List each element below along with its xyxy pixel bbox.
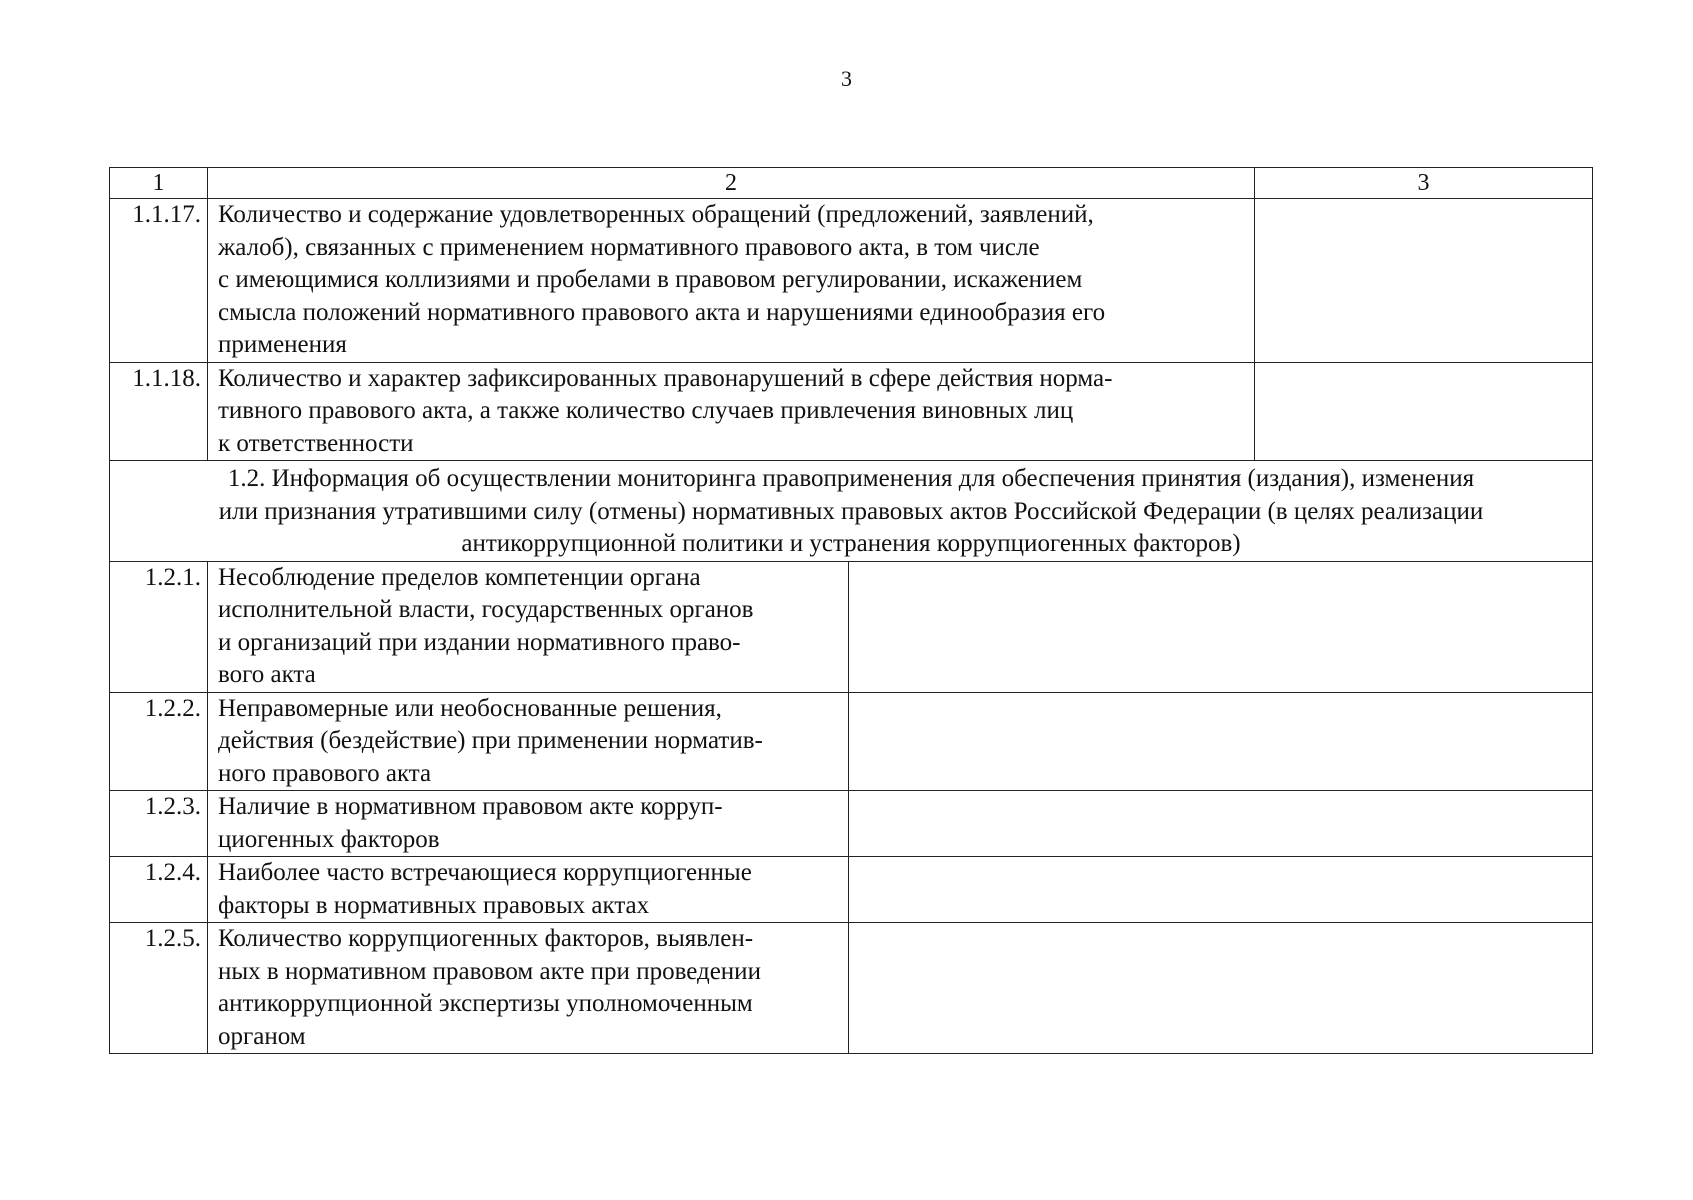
column-number-3: 3 [1255, 168, 1593, 199]
table-row [110, 561, 1593, 692]
table-row [110, 692, 1593, 791]
row-text-line: исполнительной власти, государственных органов [218, 596, 754, 623]
row-description [208, 692, 849, 791]
row-value-cell [849, 857, 1593, 923]
column-number-2: 2 [208, 168, 1255, 199]
row-description [208, 199, 1255, 363]
row-description [208, 923, 849, 1054]
table-row [110, 857, 1593, 923]
section-heading-line: антикоррупционной политики и устранения коррупциогенных факторов) [461, 530, 1241, 557]
row-text-line: вого акта [218, 661, 316, 688]
row-text-line: органом [218, 1022, 306, 1050]
row-text-line: к ответственности [218, 429, 414, 457]
row-text-line: Количество и содержание удовлетворенных обращений (предложений, заявлений, [218, 201, 1094, 228]
row-value-cell [849, 561, 1593, 692]
row-number: 1.2.5. [110, 923, 208, 1054]
section-heading [110, 461, 1593, 562]
row-text-line: применения [218, 331, 347, 358]
row-number: 1.2.4. [110, 857, 208, 923]
section-heading-line: 1.2. Информация об осуществлении мониторинга правоприменения для обеспечения принятия (издания), изменения [227, 465, 1475, 492]
row-text-line: смысла положений нормативного правового акта и нарушениями единообразия его [218, 298, 1106, 326]
table-row [110, 362, 1593, 461]
row-text-line: с имеющимися коллизиями и пробелами в правовом регулировании, искажением [218, 266, 1083, 293]
row-text-line: тивного правового акта, а также количество случаев привлечения виновных лиц [218, 397, 1074, 424]
row-text-line: Неправомерные или необоснованные решения, [218, 694, 722, 722]
column-number-1: 1 [110, 168, 208, 199]
column-numbers-row [110, 168, 1593, 199]
table-row [110, 199, 1593, 363]
row-text-line: Несоблюдение пределов компетенции органа [218, 563, 701, 591]
row-value-cell [849, 791, 1593, 857]
row-number: 1.2.1. [110, 561, 208, 692]
row-value-cell [849, 692, 1593, 791]
row-description [208, 857, 849, 923]
row-text-line: циогенных факторов [218, 825, 440, 853]
page-number: 3 [841, 66, 852, 91]
row-text-line: действия (бездействие) при применении норматив- [218, 727, 763, 754]
section-heading-line: или признания утратившими силу (отмены) нормативных правовых актов Российской Федерации (в целях реализации [218, 497, 1484, 525]
row-description [208, 561, 849, 692]
row-text-line: ных в нормативном правовом акте при проведении [218, 957, 761, 985]
row-text-line: факторы в нормативных правовых актах [218, 891, 650, 919]
row-text-line: антикоррупционной экспертизы уполномоченным [218, 990, 753, 1017]
table-row [110, 791, 1593, 857]
row-text-line: Количество и характер зафиксированных правонарушений в сфере действия норма- [218, 364, 1113, 392]
row-text-line: ного правового акта [218, 759, 432, 787]
row-description [208, 362, 1255, 461]
row-number: 1.1.17. [110, 199, 208, 363]
section-heading-row [110, 461, 1593, 562]
row-text-line: Количество коррупциогенных факторов, выявлен- [218, 925, 754, 952]
row-description [208, 791, 849, 857]
table-row [110, 923, 1593, 1054]
row-text-line: жалоб), связанных с применением нормативного правового акта, в том числе [218, 233, 1040, 261]
row-text-line: Наличие в нормативном правовом акте корруп- [218, 793, 723, 820]
row-value-cell [849, 923, 1593, 1054]
row-number: 1.1.18. [110, 362, 208, 461]
monitoring-table [109, 167, 1593, 1054]
row-number: 1.2.3. [110, 791, 208, 857]
row-text-line: Наиболее часто встречающиеся коррупциогенные [218, 859, 752, 886]
row-text-line: и организаций при издании нормативного право- [218, 628, 741, 656]
row-value-cell [1255, 199, 1593, 363]
row-number: 1.2.2. [110, 692, 208, 791]
row-value-cell [1255, 362, 1593, 461]
